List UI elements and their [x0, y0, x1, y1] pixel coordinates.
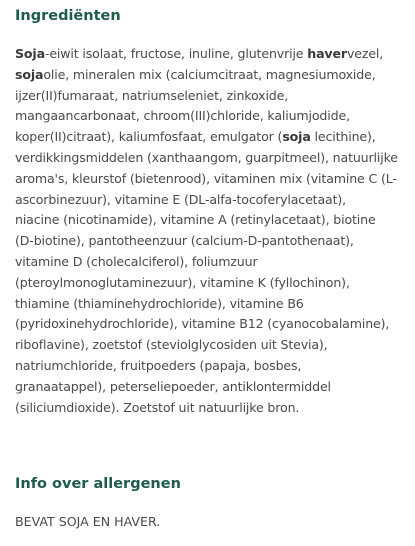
allergens-text: BEVAT SOJA EN HAVER.: [15, 514, 161, 529]
ingredient-fragment: (siliciumdioxide). Zoetstof uit natuurlijke bron.: [15, 399, 300, 415]
ingredient-fragment: ijzer(II)fumaraat, natriumseleniet, zinkoxide,: [15, 87, 289, 103]
allergen-highlight: soja: [15, 66, 44, 82]
ingredient-fragment: aroma's, kleurstof (bietenrood), vitaminen mix (vitamine C (L-: [15, 170, 397, 186]
ingredient-fragment: thiamine (thiaminehydrochloride), vitamine B6: [15, 295, 304, 311]
ingredient-fragment: riboflavine), zoetstof (steviolglycosiden uit Stevia),: [15, 337, 328, 353]
ingredient-fragment: (pyridoxinehydrochloride), vitamine B12 (cyanocobalamine),: [15, 316, 390, 332]
allergen-highlight: soja: [282, 129, 311, 145]
ingredients-text: [15, 44, 407, 418]
ingredient-fragment: olie, mineralen mix (calciumcitraat, magnesiumoxide,: [43, 66, 376, 82]
ingredient-fragment: lecithine),: [310, 129, 376, 145]
ingredient-fragment: niacine (nicotinamide), vitamine A (retinylacetaat), biotine: [15, 212, 376, 228]
ingredient-fragment: koper(II)citraat), kaliumfosfaat, emulgator (: [15, 129, 283, 145]
ingredient-fragment: mangaancarbonaat, chroom(III)chloride, kaliumjodide,: [15, 108, 350, 124]
ingredient-fragment: vitamine D (cholecalciferol), foliumzuur: [15, 253, 258, 269]
ingredient-fragment: vezel,: [346, 46, 384, 61]
allergen-highlight: haver: [307, 46, 347, 61]
ingredient-fragment: ascorbinezuur), vitamine E (DL-alfa-tocoferylacetaat),: [15, 191, 347, 207]
ingredients-heading: Ingrediënten: [15, 8, 121, 24]
ingredient-fragment: natriumchloride, fruitpoeders (papaja, bosbes,: [15, 357, 302, 373]
ingredient-fragment: -eiwit isolaat, fructose, inuline, glutenvrije: [44, 46, 308, 61]
ingredient-fragment: (D-biotine), pantotheenzuur (calcium-D-pantothenaat),: [15, 233, 354, 249]
allergens-heading: Info over allergenen: [15, 476, 181, 492]
ingredient-fragment: granaatappel), peterseliepoeder, antiklontermiddel: [15, 378, 331, 394]
ingredient-fragment: (pteroylmonoglutaminezuur), vitamine K (fyllochinon),: [15, 274, 350, 290]
ingredient-fragment: verdikkingsmiddelen (xanthaangom, guarpitmeel), natuurlijke: [15, 149, 398, 165]
allergen-highlight: Soja: [15, 46, 45, 61]
